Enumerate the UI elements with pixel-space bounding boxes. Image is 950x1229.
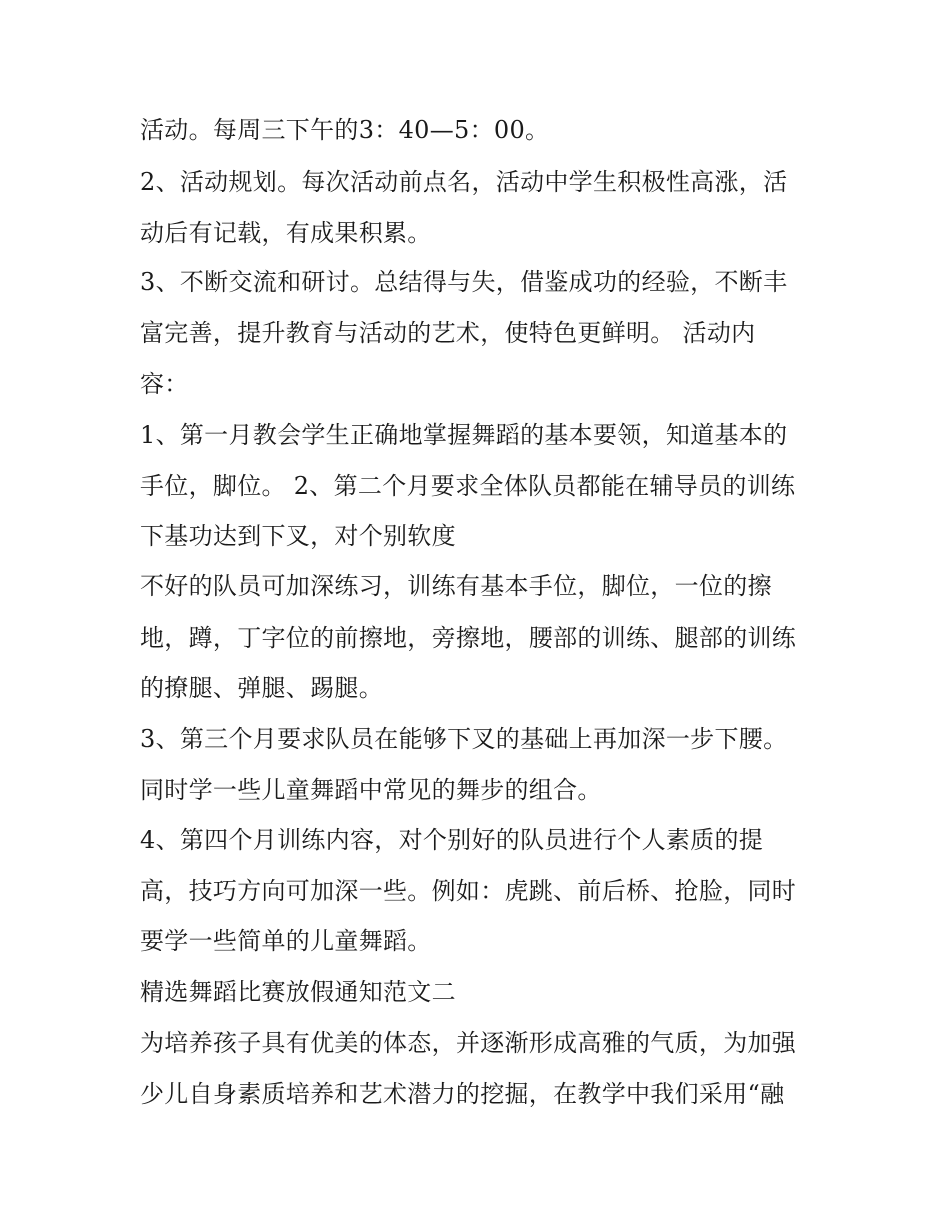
text-line: 活动。每周三下午的3：40—5：00。 [140,116,550,144]
text-line: 3、第三个月要求队员在能够下叉的基础上再加深一步下腰。 [140,725,788,753]
text-line: 3、不断交流和研讨。总结得与失，借鉴成功的经验，不断丰 [140,268,788,296]
text-line: 手位，脚位。 2、第二个月要求全体队员都能在辅导员的训练 [140,472,796,500]
text-line: 容： [140,370,189,398]
section-heading: 精选舞蹈比赛放假通知范文二 [140,978,456,1006]
text-line: 地，蹲，丁字位的前擦地，旁擦地，腰部的训练、腿部的训练 [140,624,797,652]
text-line: 少儿自身素质培养和艺术潜力的挖掘，在教学中我们采用“融 [140,1080,785,1108]
text-line: 下基功达到下叉，对个别软度 [140,522,456,550]
text-line: 同时学一些儿童舞蹈中常见的舞步的组合。 [140,776,602,804]
text-line: 不好的队员可加深练习，训练有基本手位，脚位，一位的擦 [140,572,772,600]
text-line: 富完善，提升教育与活动的艺术，使特色更鲜明。 活动内 [140,319,756,347]
text-line: 1、第一月教会学生正确地掌握舞蹈的基本要领，知道基本的 [140,421,788,449]
text-line: 动后有记载，有成果积累。 [140,219,432,247]
text-line: 高，技巧方向可加深一些。例如：虎跳、前后桥、抢脸，同时 [140,877,797,905]
text-line: 4、第四个月训练内容，对个别好的队员进行个人素质的提 [140,826,764,854]
text-line: 2、活动规划。每次活动前点名，活动中学生积极性高涨，活 [140,168,788,196]
text-line: 为培养孩子具有优美的体态，并逐渐形成高雅的气质，为加强 [140,1029,797,1057]
text-line: 的撩腿、弹腿、踢腿。 [140,674,383,702]
text-line: 要学一些简单的儿童舞蹈。 [140,927,432,955]
